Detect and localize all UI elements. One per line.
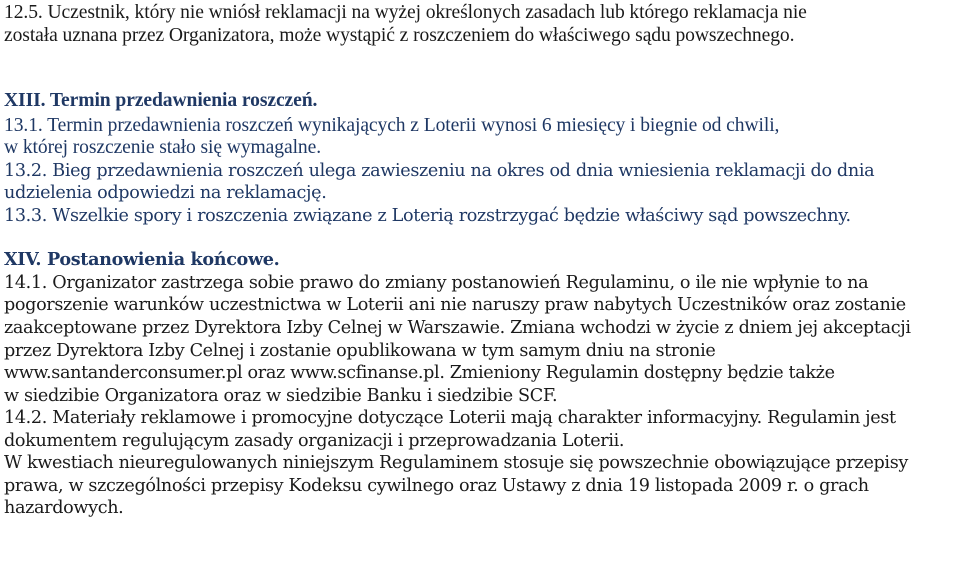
text-line: W kwestiach nieuregulowanych niniejszym Regulaminem stosuje się powszechnie obowiązujące przepisy <box>4 453 908 474</box>
section-heading-xiv: XIV. Postanowienia końcowe. <box>4 249 280 271</box>
text-line: w której roszczenie stało się wymagalne. <box>4 137 322 159</box>
text-line: 12.5. Uczestnik, który nie wniósł reklamacji na wyżej określonych zasadach lub którego reklamacja nie <box>4 2 807 23</box>
text-line: została uznana przez Organizatora, może wystąpić z roszczeniem do właściwego sądu powszechnego. <box>4 24 795 46</box>
text-line: 14.1. Organizator zastrzega sobie prawo do zmiany postanowień Regulaminu, o ile nie wpłynie to na <box>4 272 869 293</box>
paragraph-13-1 <box>4 115 956 160</box>
paragraph-12-5 <box>4 2 956 47</box>
text-line: prawa, w szczególności przepisy Kodeksu cywilnego oraz Ustawy z dnia 19 listopada 2009 r. o grach <box>4 475 869 496</box>
text-line: w siedzibie Organizatora oraz w siedzibie Banku i siedzibie SCF. <box>4 385 558 406</box>
document-page <box>4 0 956 520</box>
text-line: hazardowych. <box>4 498 124 519</box>
paragraph-13-3 <box>4 205 956 228</box>
text-line: 14.2. Materiały reklamowe i promocyjne dotyczące Loterii mają charakter informacyjny. Regulamin jest <box>4 408 896 429</box>
paragraph-14-1 <box>4 272 956 407</box>
text-line: 13.3. Wszelkie spory i roszczenia związane z Loterią rozstrzygać będzie właściwy sąd powszechny. <box>4 205 851 226</box>
paragraph-14-2 <box>4 407 956 520</box>
text-line: 13.2. Bieg przedawnienia roszczeń ulega zawieszeniu na okres od dnia wniesienia reklamacji do dnia <box>4 160 875 181</box>
text-line: udzielenia odpowiedzi na reklamację. <box>4 183 327 204</box>
text-line: dokumentem regulującym zasady organizacji i przeprowadzania Loterii. <box>4 430 625 451</box>
text-line: zaakceptowane przez Dyrektora Izby Celnej w Warszawie. Zmiana wchodzi w życie z dniem jej akceptacji <box>4 318 911 339</box>
section-heading-xiii: XIII. Termin przedawnienia roszczeń. <box>4 90 318 112</box>
text-line: pogorszenie warunków uczestnictwa w Loterii ani nie naruszy praw nabytych Uczestników oraz zostanie <box>4 295 906 316</box>
text-line: www.santanderconsumer.pl oraz www.scfinanse.pl. Zmieniony Regulamin dostępny będzie także <box>4 363 835 384</box>
text-line: 13.1. Termin przedawnienia roszczeń wynikających z Loterii wynosi 6 miesięcy i biegnie od chwili, <box>4 114 780 136</box>
text-line: przez Dyrektora Izby Celnej i zostanie opublikowana w tym samym dniu na stronie <box>4 340 716 361</box>
paragraph-13-2 <box>4 160 956 205</box>
